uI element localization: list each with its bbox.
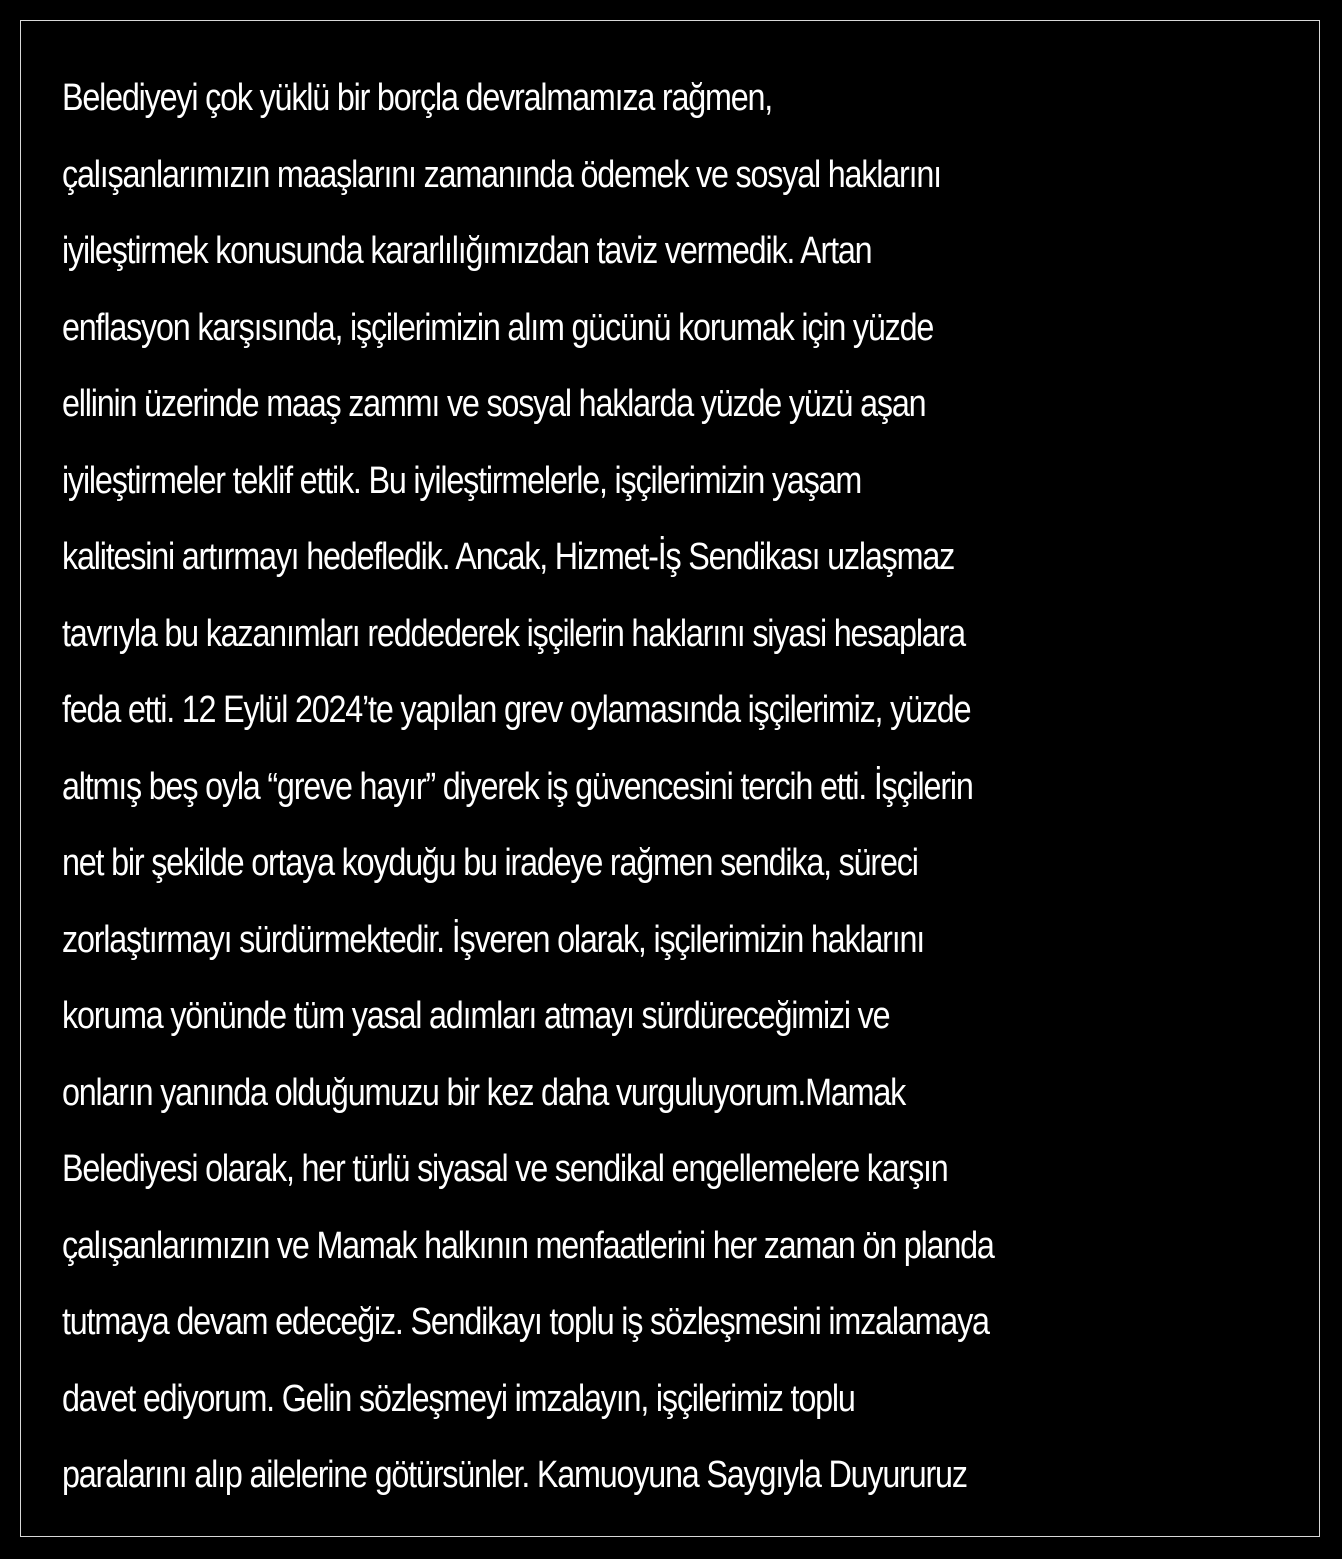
statement-line-15: Belediyesi olarak, her türlü siyasal ve sendikal engellemelere karşın — [62, 1148, 948, 1190]
statement-line-12: zorlaştırmayı sürdürmektedir. İşveren olarak, işçilerimizin haklarını — [62, 918, 925, 961]
statement-line-19: paralarını alıp ailelerine götürsünler. Kamuoyuna Saygıyla Duyururuz — [62, 1454, 967, 1496]
statement-line-8: tavrıyla bu kazanımları reddederek işçilerin haklarını siyasi hesaplara — [62, 612, 965, 655]
statement-line-14: onların yanında olduğumuzu bir kez daha vurguluyorum.Mamak — [62, 1071, 906, 1114]
statement-line-17: tutmaya devam edeceğiz. Sendikayı toplu iş sözleşmesini imzalamaya — [62, 1301, 989, 1343]
statement-line-10: altmış beş oyla “greve hayır” diyerek iş güvencesini tercih etti. İşçilerin — [62, 765, 973, 808]
statement-text — [62, 60, 1135, 1514]
statement-line-6: iyileştirmeler teklif ettik. Bu iyileştirmelerle, işçilerimizin yaşam — [62, 459, 862, 502]
statement-line-3: iyileştirmek konusunda kararlılığımızdan taviz vermedik. Artan — [62, 230, 872, 272]
statement-line-2: çalışanlarımızın maaşlarını zamanında ödemek ve sosyal haklarını — [62, 153, 941, 196]
statement-line-1: Belediyeyi çok yüklü bir borçla devralmamıza rağmen, — [62, 77, 773, 119]
statement-line-16: çalışanlarımızın ve Mamak halkının menfaatlerini her zaman ön planda — [62, 1224, 994, 1267]
statement-line-7: kalitesini artırmayı hedefledik. Ancak, Hizmet-İş Sendikası uzlaşmaz — [62, 536, 955, 578]
statement-line-18: davet ediyorum. Gelin sözleşmeyi imzalayın, işçilerimiz toplu — [62, 1377, 855, 1420]
statement-line-9: feda etti. 12 Eylül 2024’te yapılan grev oylamasında işçilerimiz, yüzde — [62, 689, 971, 731]
statement-line-13: koruma yönünde tüm yasal adımları atmayı sürdüreceğimizi ve — [62, 995, 890, 1037]
statement-line-11: net bir şekilde ortaya koyduğu bu iradeye rağmen sendika, süreci — [62, 842, 918, 884]
statement-line-4: enflasyon karşısında, işçilerimizin alım gücünü korumak için yüzde — [62, 306, 934, 349]
statement-line-5: ellinin üzerinde maaş zammı ve sosyal haklarda yüzde yüzü aşan — [62, 383, 926, 425]
